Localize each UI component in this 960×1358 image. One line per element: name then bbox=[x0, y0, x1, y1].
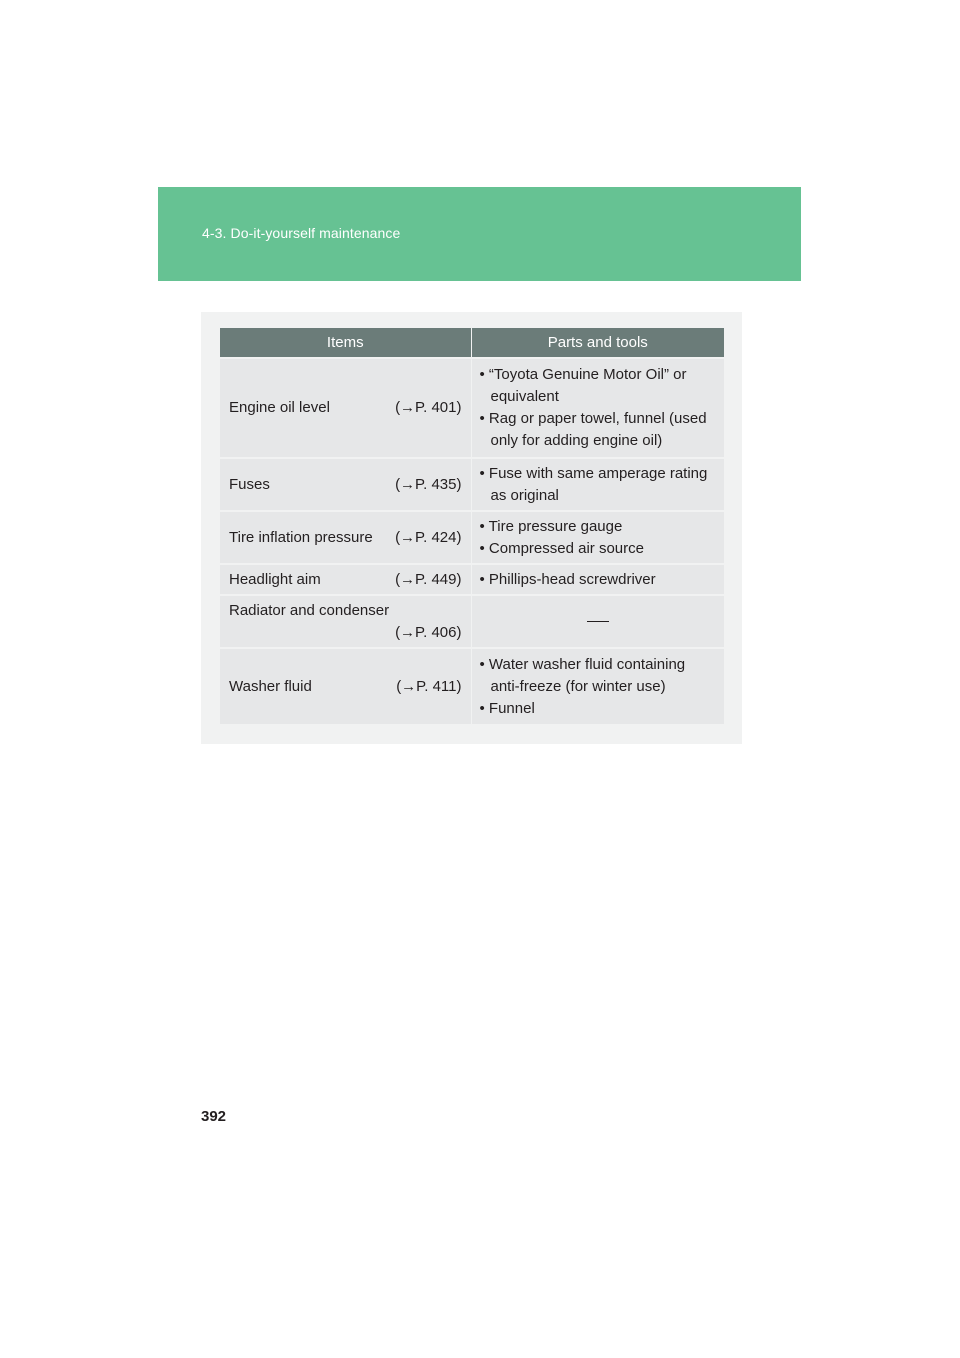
page-reference: (→P. 406) bbox=[395, 623, 462, 641]
item-label: Tire inflation pressure bbox=[229, 528, 373, 546]
parts-cell bbox=[471, 358, 724, 458]
page-reference: (→P. 435) bbox=[395, 475, 462, 493]
table-row bbox=[220, 648, 724, 724]
maintenance-items-panel bbox=[201, 312, 742, 744]
item-label: Headlight aim bbox=[229, 570, 321, 588]
item-label: Washer fluid bbox=[229, 677, 312, 695]
table-row bbox=[220, 511, 724, 564]
column-header-parts: Parts and tools bbox=[471, 328, 724, 358]
parts-list-item: • Compressed air source bbox=[479, 539, 644, 557]
column-header-items: Items bbox=[220, 328, 471, 358]
item-label: Radiator and condenser bbox=[229, 601, 390, 619]
page-number: 392 bbox=[201, 1108, 227, 1125]
parts-cell bbox=[471, 564, 724, 595]
parts-cell bbox=[471, 458, 724, 511]
parts-list-item: • Funnel bbox=[479, 699, 535, 717]
page-reference: (→P. 449) bbox=[395, 570, 462, 588]
item-label: Engine oil level bbox=[229, 399, 330, 416]
parts-cell bbox=[471, 648, 724, 724]
page-reference: (→P. 424) bbox=[395, 528, 462, 546]
item-cell bbox=[220, 595, 471, 648]
table-row bbox=[220, 358, 724, 458]
item-cell bbox=[220, 648, 471, 724]
table-header-row bbox=[220, 328, 724, 358]
table-row bbox=[220, 564, 724, 595]
section-title: 4-3. Do-it-yourself maintenance bbox=[202, 225, 401, 241]
parts-cell bbox=[471, 511, 724, 564]
table-row bbox=[220, 595, 724, 648]
item-label: Fuses bbox=[229, 475, 270, 493]
parts-list-item: • Phillips-head screwdriver bbox=[479, 570, 656, 588]
item-cell bbox=[220, 358, 471, 458]
table-row bbox=[220, 458, 724, 511]
parts-list-item: • “Toyota Genuine Motor Oil” or equivalent bbox=[479, 366, 687, 405]
parts-list-item: • Rag or paper towel, funnel (used only for adding engine oil) bbox=[479, 410, 707, 449]
item-cell bbox=[220, 458, 471, 511]
parts-list-item: • Water washer fluid containing anti-freeze (for winter use) bbox=[479, 655, 686, 695]
parts-list-item: • Tire pressure gauge bbox=[479, 517, 623, 535]
not-applicable-dash bbox=[472, 611, 725, 633]
parts-list-item: • Fuse with same amperage rating as original bbox=[479, 464, 708, 504]
item-cell bbox=[220, 564, 471, 595]
page-reference: (→P. 411) bbox=[396, 677, 462, 695]
section-header-band bbox=[158, 187, 801, 281]
parts-cell bbox=[471, 595, 724, 648]
maintenance-items-table bbox=[220, 328, 724, 724]
page-reference: (→P. 401) bbox=[395, 399, 462, 416]
item-cell bbox=[220, 511, 471, 564]
